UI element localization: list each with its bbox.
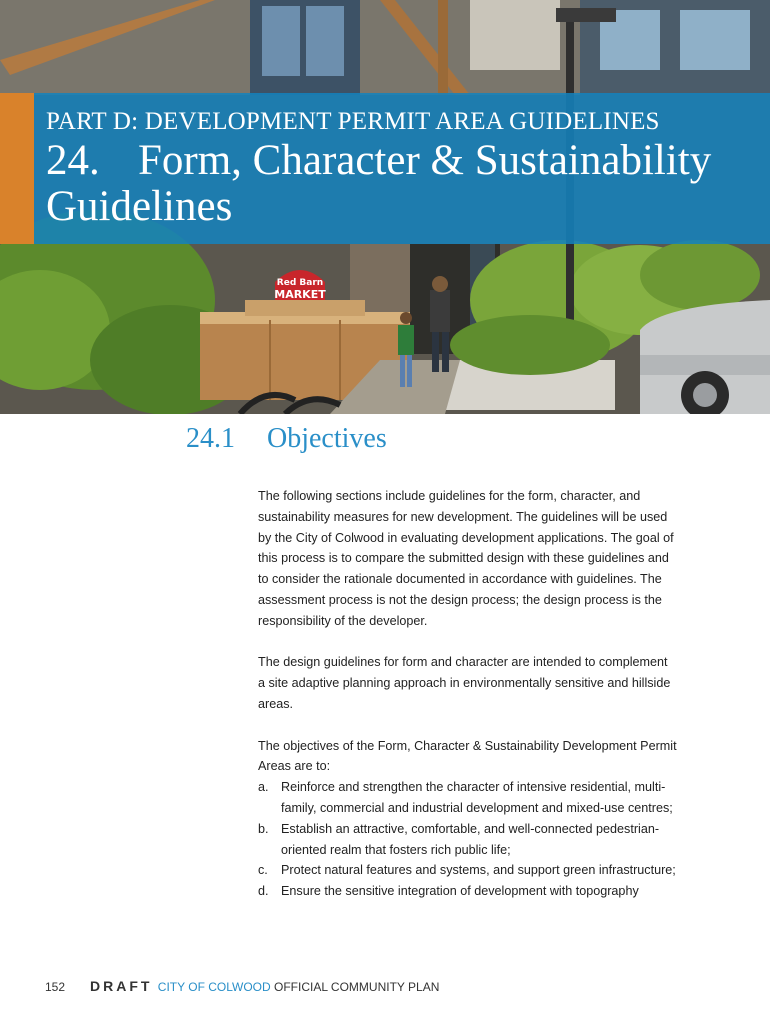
city-label: CITY OF COLWOOD [157,980,271,994]
list-item [258,777,678,819]
list-marker: a. [258,780,269,795]
objectives-list [258,777,678,902]
page-footer [45,978,439,994]
sign-line2: MARKET [274,288,326,301]
paragraph-2: The design guidelines for form and character are intended to complement a site adaptive planning approach in environmentally sensitive and hillside areas. [258,655,671,711]
chapter-title-line1: Form, Character & Sustainability [138,137,712,184]
chapter-title [46,138,761,230]
list-item [258,881,678,902]
list-marker: c. [258,863,268,878]
list-item-text: Establish an attractive, comfortable, and well-connected pedestrian-oriented realm that fosters rich public life; [281,821,660,857]
chapter-title-line2: Guidelines [46,183,233,230]
accent-bar [0,93,34,244]
section-heading [186,423,387,455]
list-intro: The objectives of the Form, Character & Sustainability Development Permit Areas are to: [258,738,677,774]
sign-line1: Red Barn [276,278,324,288]
page-number: 152 [45,980,66,994]
draft-label: DRAFT [90,978,153,994]
list-item [258,860,678,881]
list-item-text: Reinforce and strengthen the character of intensive residential, multi-family, commercial and industrial development and mixed-use centres; [281,780,673,815]
plan-label: OFFICIAL COMMUNITY PLAN [270,980,440,994]
list-marker: d. [258,884,269,899]
list-item [258,819,678,861]
chapter-number: 24. [46,137,100,184]
section-title: Objectives [267,423,387,454]
part-title: PART D: DEVELOPMENT PERMIT AREA GUIDELINES [46,108,660,135]
list-marker: b. [258,821,269,836]
section-number: 24.1 [186,423,235,454]
paragraph-1: The following sections include guidelines for the form, character, and sustainability measures for new development. The guidelines will be used by the City of Colwood in evaluating development applications. The goal of this process is to compare the submitted design with these guidelines and to consider the rationale documented in accordance with guidelines. The assessment process is not the design process; the design process is the responsibility of the developer. [258,489,674,628]
list-item-text: Protect natural features and systems, and support green infrastructure; [281,863,676,878]
list-item-text: Ensure the sensitive integration of development with topography [281,884,639,899]
body-text [258,486,678,902]
